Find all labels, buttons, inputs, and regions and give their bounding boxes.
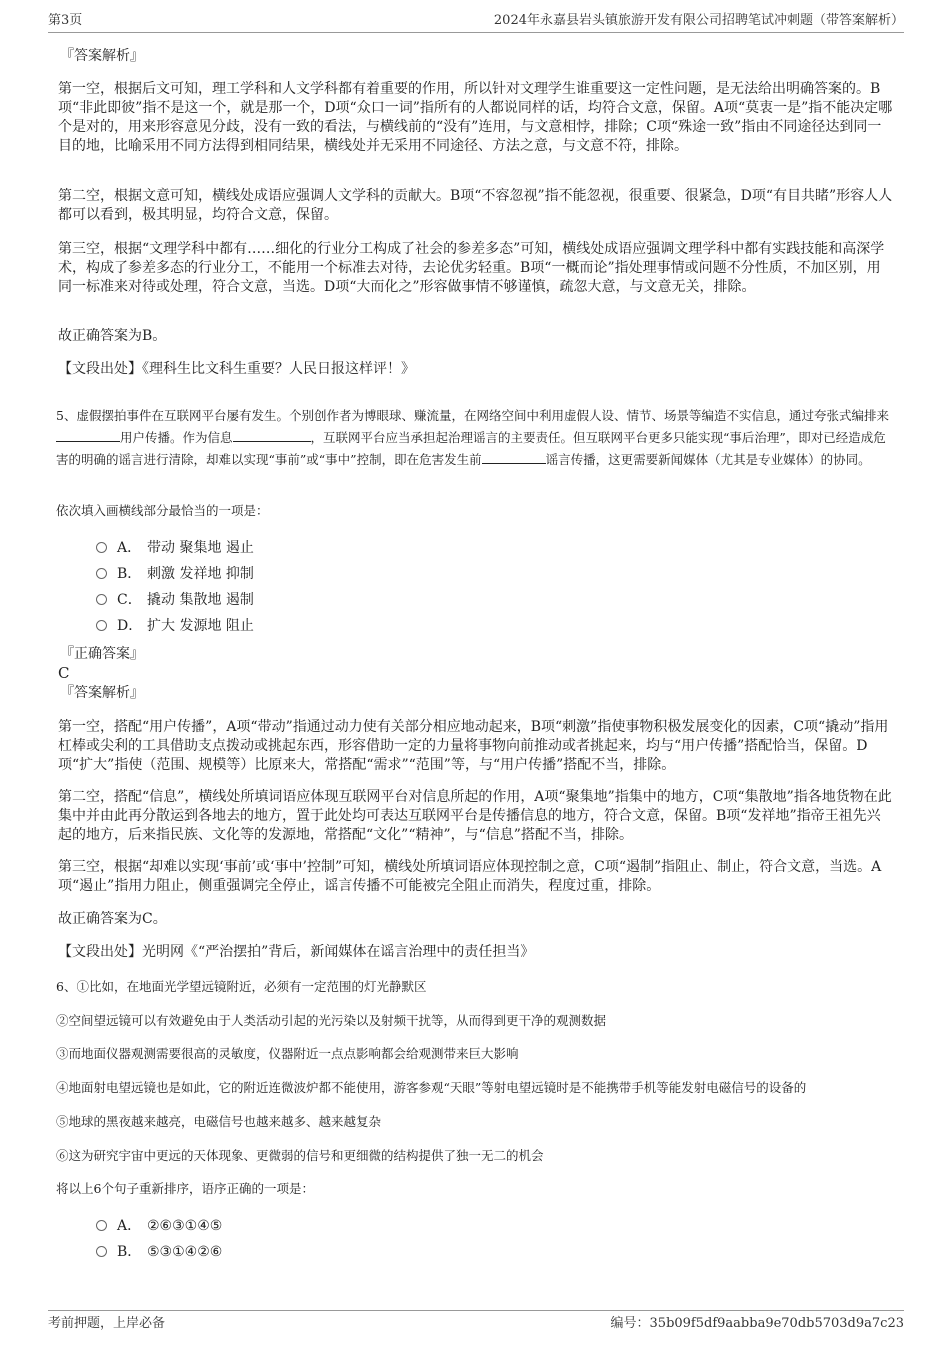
q5-analysis-p1: 第一空，搭配“用户传播”，A项“带动”指通过动力使有关部分相应地动起来，B项“刺激”指使事物积极发展变化的因素，C项“撬动”指用杠棒或尖利的工具借助支点拨动或挑起东西，形容借助一定的力量将事物向前推动或者挑起来，均与“用户传播”搭配恰当，保留。D项“扩大”指使（范围、规模等）比原来大，常搭配“需求”“范围”等，与“用户传播”搭配不当，排除。 xyxy=(58,719,889,773)
q6-option-a[interactable]: A． ②⑥③①④⑤ xyxy=(96,1216,222,1236)
q5-stem-part2: 用户传播。作为信息 xyxy=(120,430,233,445)
q4-analysis-p1: 第一空，根据后文可知，理工学科和人文学科都有着重要的作用，所以针对文理学生谁重要这一定性问题，是无法给出明确答案的。B项“非此即彼”指不是这一个，就是那一个，D项“众口一词”指所有的人都说同样的话，均符合文意，保留。A项“莫衷一是”指不能决定哪个是对的，用来形容意见分歧，没有一致的看法，与横线前的“没有”连用，与文意相悖，排除；C项“殊途一致”指由不同途径达到同一目的地，比喻采用不同方法得到相同结果，横线处并无采用不同途径、方法之意，与文意不符，排除。 xyxy=(58,81,893,154)
page-number: 第3页 xyxy=(48,13,83,28)
document-title: 2024年永嘉县岩头镇旅游开发有限公司招聘笔试冲刺题（带答案解析） xyxy=(493,13,904,28)
q5-option-c[interactable]: C． 撬动 集散地 遏制 xyxy=(96,590,254,610)
q4-conclusion: 故正确答案为B。 xyxy=(58,328,167,344)
q5-conclusion: 故正确答案为C。 xyxy=(58,911,167,927)
q5-prompt: 依次填入画横线部分最恰当的一项是： xyxy=(56,503,269,518)
document-serial: 编号：35b09f5df9aabba9e70db5703d9a7c23 xyxy=(610,1316,904,1331)
q6-option-b[interactable]: B． ⑤③①④②⑥ xyxy=(96,1242,222,1262)
q6-sentence-5: ⑤地球的黑夜越来越亮，电磁信号也越来越多、越来越复杂 xyxy=(56,1114,382,1129)
radio-icon[interactable] xyxy=(96,594,107,605)
q4-analysis-label: 『答案解析』 xyxy=(60,48,144,64)
q5-analysis-p3: 第三空，根据“却难以实现‘事前’或‘事中’控制”可知，横线处所填词语应体现控制之意，C项“遏制”指阻止、制止，符合文意，当选。A项“遏止”指用力阻止，侧重强调完全停止，谣言传播不可能被完全阻止而消失，程度过重，排除。 xyxy=(58,859,882,894)
q6-sentence-2: ②空间望远镜可以有效避免由于人类活动引起的光污染以及射频干扰等，从而得到更干净的观测数据 xyxy=(56,1013,607,1028)
q4-analysis-p3: 第三空，根据“文理学科中都有……细化的行业分工构成了社会的参差多态”可知，横线处成语应强调文理学科中都有实践技能和高深学术，构成了参差多态的行业分工，不能用一个标准去对待，去论优劣轻重。B项“一概而论”指处理事情或问题不分性质，不加区别，用同一标准来对待或处理，符合文意，当选。D项“大而化之”形容做事情不够谨慎，疏忽大意，与文意无关，排除。 xyxy=(58,241,885,295)
radio-icon[interactable] xyxy=(96,1220,107,1231)
q5-correct-value: C xyxy=(58,664,70,682)
q6-prompt: 将以上6个句子重新排序，语序正确的一项是： xyxy=(56,1181,314,1196)
q5-option-d[interactable]: D． 扩大 发源地 阻止 xyxy=(96,616,254,636)
q6-sentence-3: ③而地面仪器观测需要很高的灵敏度，仪器附近一点点影响都会给观测带来巨大影响 xyxy=(56,1046,519,1061)
q6-sentence-1: 6、①比如，在地面光学望远镜附近，必须有一定范围的灯光静默区 xyxy=(56,979,427,994)
q5-blank-3 xyxy=(482,450,546,464)
radio-icon[interactable] xyxy=(96,568,107,579)
q5-stem-part4: 谣言传播，这更需要新闻媒体（尤其是专业媒体）的协同。 xyxy=(545,452,871,467)
page-header xyxy=(48,10,904,33)
page-footer xyxy=(48,1310,904,1331)
q4-analysis-p2: 第二空，根据文意可知，横线处成语应强调人文学科的贡献大。B项“不容忽视”指不能忽视，很重要、很紧急，D项“有目共睹”形容人人都可以看到，极其明显，均符合文意，保留。 xyxy=(58,188,893,223)
radio-icon[interactable] xyxy=(96,1246,107,1257)
q5-stem xyxy=(56,405,896,471)
q5-option-a[interactable]: A． 带动 聚集地 遏止 xyxy=(96,538,254,558)
q6-sentence-6: ⑥这为研究宇宙中更远的天体现象、更微弱的信号和更细微的结构提供了独一无二的机会 xyxy=(56,1148,544,1163)
q5-blank-1 xyxy=(56,428,120,442)
q5-analysis-label: 『答案解析』 xyxy=(60,685,144,701)
radio-icon[interactable] xyxy=(96,542,107,553)
radio-icon[interactable] xyxy=(96,620,107,631)
q5-correct-label: 『正确答案』 xyxy=(60,646,144,662)
footer-slogan: 考前押题，上岸必备 xyxy=(48,1316,166,1331)
q5-source: 【文段出处】光明网《“严治摆拍”背后，新闻媒体在谣言治理中的责任担当》 xyxy=(58,944,535,960)
q6-sentence-4: ④地面射电望远镜也是如此，它的附近连微波炉都不能使用，游客参观“天眼”等射电望远镜时是不能携带手机等能发射电磁信号的设备的 xyxy=(56,1080,807,1095)
q5-stem-part3: ，互联网平台应当承担起治理谣言的主要责任。但互联网平台更多只能实现“事后治理”，即对已经造成危害的明确的谣言进行清除，却难以实现“事前”或“事中”控制，即在危害发生前 xyxy=(56,430,886,467)
q5-stem-part1: 5、虚假摆拍事件在互联网平台屡有发生。个别创作者为博眼球、赚流量，在网络空间中利用虚假人设、情节、场景等编造不实信息，通过夸张式编排来 xyxy=(56,408,889,423)
q5-option-b[interactable]: B． 刺激 发祥地 抑制 xyxy=(96,564,254,584)
q4-source: 【文段出处】《理科生比文科生重要？人民日报这样评！》 xyxy=(58,361,415,377)
q5-analysis-p2: 第二空，搭配“信息”，横线处所填词语应体现互联网平台对信息所起的作用，A项“聚集地”指集中的地方，C项“集散地”指各地货物在此集中并由此再分散运到各地去的地方，置于此处均可表达互联网平台是传播信息的地方，符合文意，保留。B项“发祥地”指帝王祖先兴起的地方，后来指民族、文化等的发源地，常搭配“文化”“精神”，与“信息”搭配不当，排除。 xyxy=(58,789,892,843)
q5-blank-2 xyxy=(233,428,311,442)
